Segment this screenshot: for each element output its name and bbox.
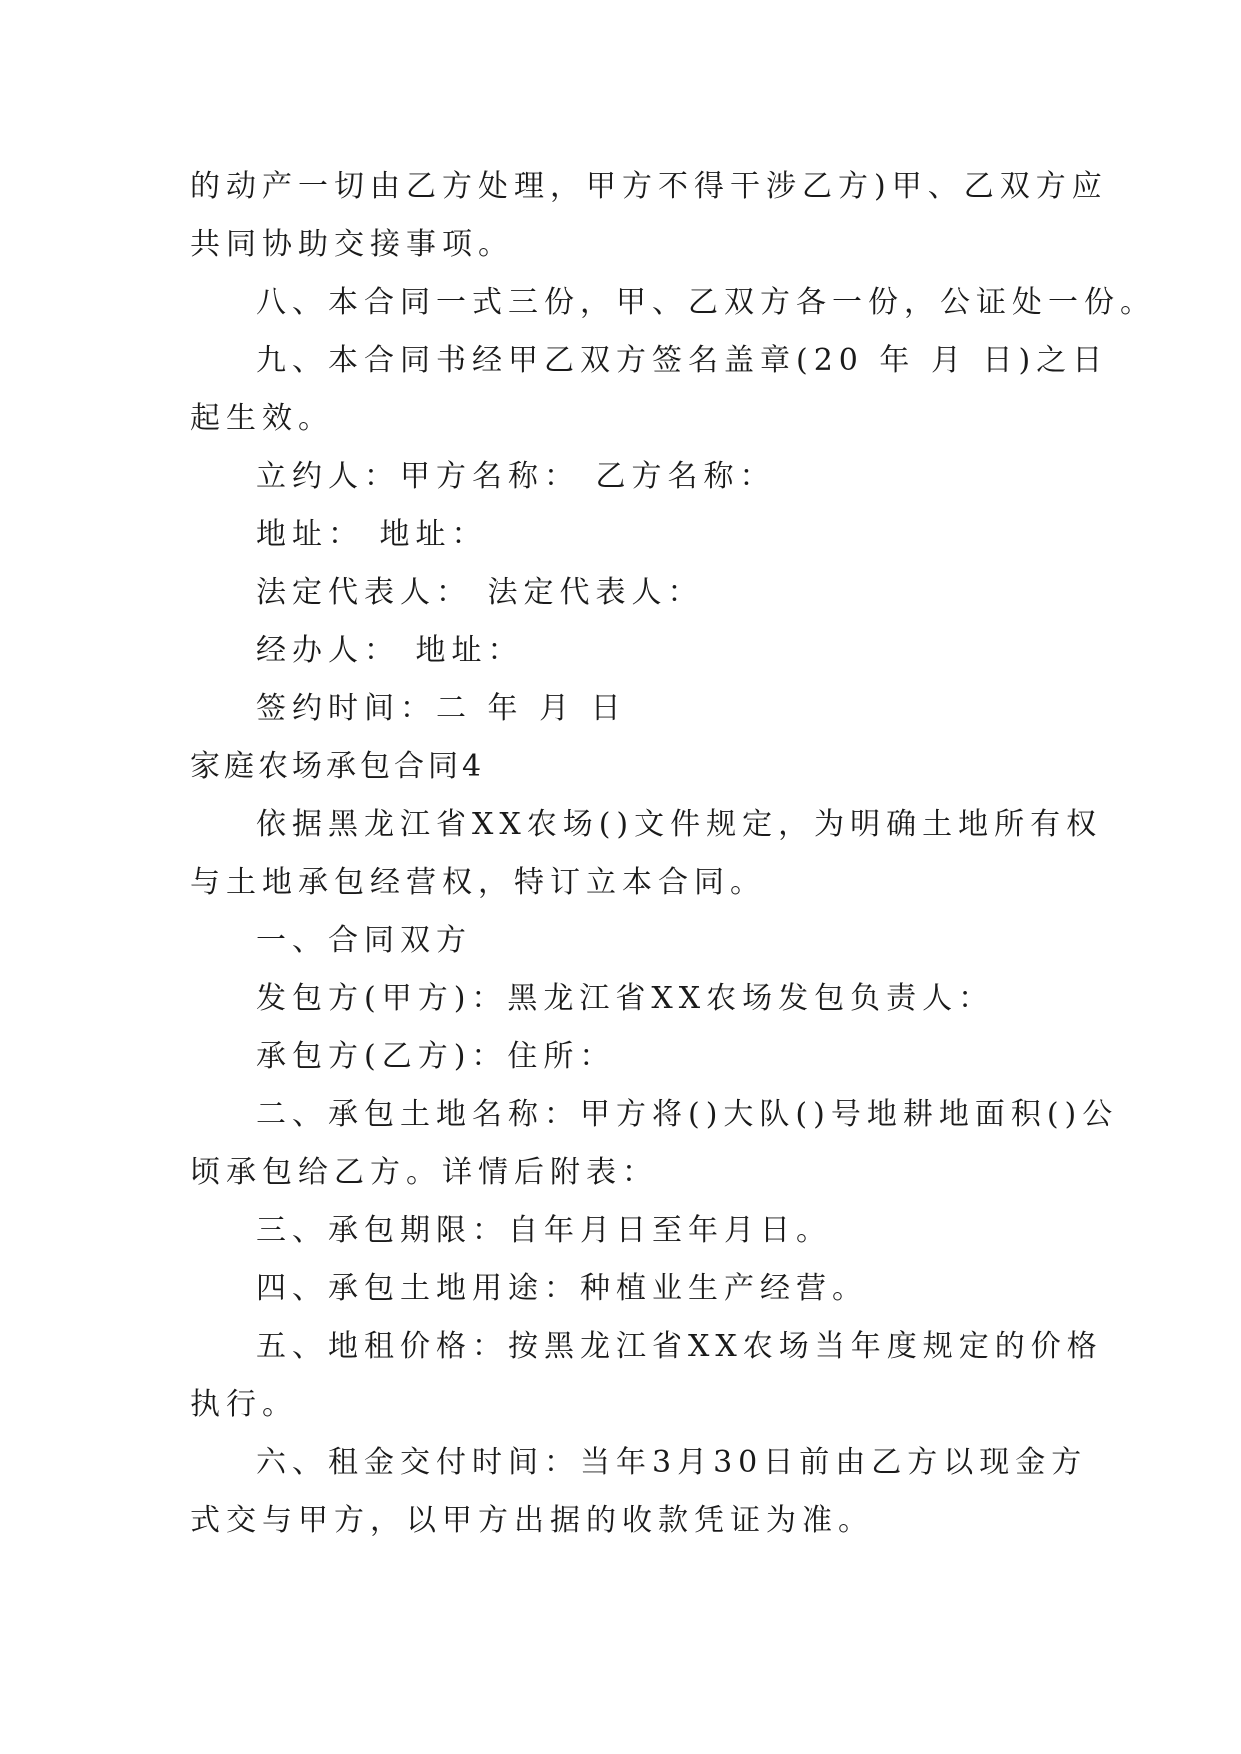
paragraph-line: 顷承包给乙方。详情后附表： [190,1155,658,1190]
paragraph-line: 的动产一切由乙方处理，甲方不得干涉乙方)甲、乙双方应 [190,169,1108,204]
legal-representative: 法定代表人： 法定代表人： [256,575,704,610]
clause-one: 一、合同双方 [256,923,472,958]
paragraph-line: 起生效。 [190,401,334,436]
signatory-names: 立约人：甲方名称： 乙方名称： [256,459,776,494]
paragraph-line: 共同协助交接事项。 [190,227,514,262]
clause-four: 四、承包土地用途：种植业生产经营。 [256,1271,868,1306]
clause-five: 五、地租价格：按黑龙江省XX农场当年度规定的价格 [256,1329,1103,1364]
clause-two: 二、承包土地名称：甲方将()大队()号地耕地面积()公 [256,1097,1119,1132]
clause-eight: 八、本合同一式三份，甲、乙双方各一份，公证处一份。 [256,285,1156,320]
clause-three: 三、承包期限：自年月日至年月日。 [256,1213,832,1248]
paragraph-line: 式交与甲方，以甲方出据的收款凭证为准。 [190,1503,874,1538]
paragraph-line: 执行。 [190,1387,298,1422]
clause-six: 六、租金交付时间：当年3月30日前由乙方以现金方 [256,1445,1088,1480]
handler: 经办人： 地址： [256,633,524,668]
clause-nine: 九、本合同书经甲乙双方签名盖章(20 年 月 日)之日 [256,343,1109,378]
signatory-address: 地址： 地址： [256,517,488,552]
section-title: 家庭农场承包合同4 [190,749,486,784]
party-b: 承包方(乙方)：住所： [256,1039,616,1074]
document-page [190,158,1156,1550]
paragraph-line: 与土地承包经营权，特订立本合同。 [190,865,766,900]
party-a: 发包方(甲方)：黑龙江省XX农场发包负责人： [256,981,995,1016]
paragraph-line: 依据黑龙江省XX农场()文件规定，为明确土地所有权 [256,807,1103,842]
signing-date: 签约时间：二 年 月 日 [256,691,627,726]
